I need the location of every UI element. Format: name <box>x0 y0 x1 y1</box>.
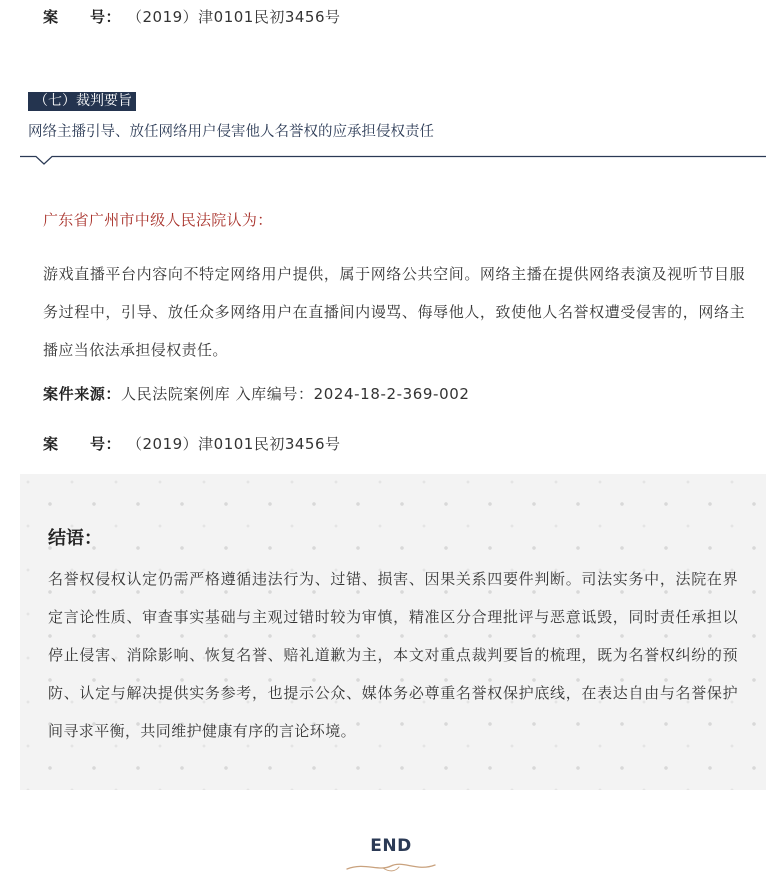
case-number-line <box>43 434 341 454</box>
end-label: END <box>370 836 412 856</box>
case-number-label-suffix: 号： <box>90 8 122 26</box>
case-number-value: （2019）津0101民初3456号 <box>127 435 341 453</box>
conclusion-paragraph: 名誉权侵权认定仍需严格遵循违法行为、过错、损害、因果关系四要件判断。司法实务中，法院在界定言论性质、审查事实基础与主观过错时较为审慎，精准区分合理批评与恶意诋毁，同时责任承担以停止侵害、消除影响、恢复名誉、赔礼道歉为主，本文对重点裁判要旨的梳理，既为名誉权纠纷的预防、认定与解决提供实务参考，也提示公众、媒体务必尊重名誉权保护底线，在表达自由与名誉保护间寻求平衡，共同维护健康有序的言论环境。 <box>48 570 738 740</box>
case-source-label: 案件来源： <box>43 385 122 403</box>
conclusion-box <box>20 474 766 790</box>
section-divider <box>20 155 766 169</box>
section-subtitle: 网络主播引导、放任网络用户侵害他人名誉权的应承担侵权责任 <box>28 124 434 140</box>
case-number-label-char: 案 <box>43 435 59 453</box>
case-number-value: （2019）津0101民初3456号 <box>127 8 341 26</box>
holding-paragraph: 游戏直播平台内容向不特定网络用户提供，属于网络公共空间。网络主播在提供网络表演及视听节目服务过程中，引导、放任众多网络用户在直播间内谩骂、侮辱他人，致使他人名誉权遭受侵害的，网络主播应当依法承担侵权责任。 <box>43 265 745 359</box>
case-number-label <box>43 7 127 27</box>
case-number-label-char: 案 <box>43 8 59 26</box>
case-source-line <box>43 384 470 404</box>
case-number-label <box>43 434 127 454</box>
court-opinion-label: 广东省广州市中级人民法院认为： <box>43 211 273 229</box>
conclusion-title: 结语： <box>48 528 102 549</box>
case-source-value: 人民法院案例库 入库编号：2024-18-2-369-002 <box>121 385 470 403</box>
case-number-label-suffix: 号： <box>90 435 122 453</box>
section-tag: （七）裁判要旨 <box>28 92 136 111</box>
end-flourish-icon <box>343 860 439 874</box>
case-number-line <box>43 7 341 27</box>
